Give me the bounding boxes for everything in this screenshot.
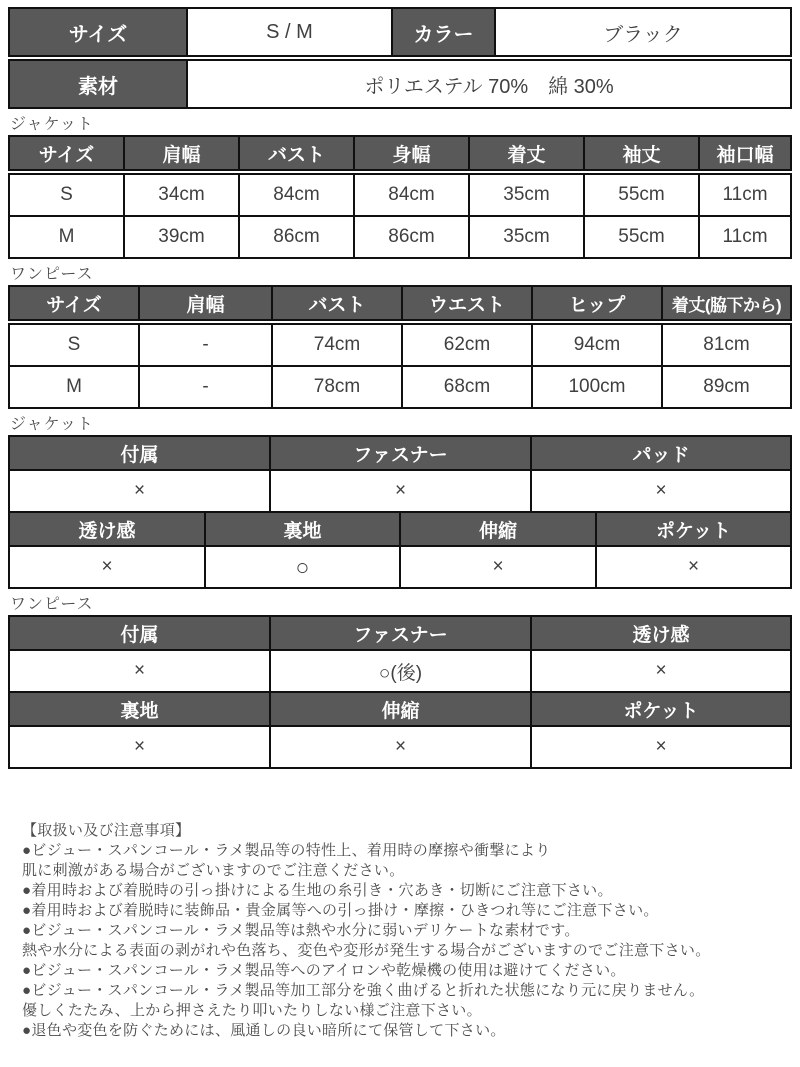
value-cell: 78cm <box>272 366 402 408</box>
care-notes <box>8 821 792 1041</box>
onepiece-spec-table-lower <box>8 691 792 769</box>
section-title-jacket-size: ジャケット <box>10 116 94 133</box>
value-cell: 100cm <box>532 366 662 408</box>
care-note-line: ●ビジュー・スパンコール・ラメ製品等へのアイロンや乾燥機の使用は避けてください。 <box>22 962 626 979</box>
value-cell: × <box>531 470 791 512</box>
table-row <box>9 366 791 408</box>
care-note-line: 熱や水分による表面の剥がれや色落ち、変色や変形が発生する場合がございますのでご注意下さい。 <box>22 942 711 959</box>
care-note-line: ●着用時および着脱時に装飾品・貴金属等への引っ掛け・摩擦・ひきつれ等にご注意下さい。 <box>22 902 659 919</box>
header-cell: サイズ <box>9 286 139 322</box>
section-title-onepiece-spec: ワンピース <box>10 596 94 613</box>
value-cell: S <box>9 172 124 216</box>
color-label: カラー <box>392 8 495 58</box>
value-cell: × <box>9 470 270 512</box>
care-note-line: ●ビジュー・スパンコール・ラメ製品等は熱や水分に弱いデリケートな素材です。 <box>22 922 580 939</box>
table-row <box>9 322 791 366</box>
value-cell: × <box>270 470 531 512</box>
value-cell: × <box>270 726 531 768</box>
header-cell: バスト <box>239 136 354 172</box>
header-cell: 肩幅 <box>124 136 239 172</box>
table-row <box>9 172 791 216</box>
onepiece-spec-table-upper <box>8 615 792 693</box>
value-cell: 55cm <box>584 216 699 258</box>
value-cell: × <box>531 726 791 768</box>
value-cell: M <box>9 216 124 258</box>
header-cell: 付属 <box>9 616 270 650</box>
value-cell: × <box>531 650 791 692</box>
jacket-spec-table-upper <box>8 435 792 513</box>
value-cell: M <box>9 366 139 408</box>
header-cell: 伸縮 <box>270 692 531 726</box>
table-row <box>9 726 791 768</box>
value-cell: × <box>596 546 791 588</box>
section-title-jacket-spec: ジャケット <box>10 416 94 433</box>
value-cell: 86cm <box>354 216 469 258</box>
header-cell: ウエスト <box>402 286 532 322</box>
header-cell: バスト <box>272 286 402 322</box>
value-cell: 35cm <box>469 172 584 216</box>
table-row <box>9 650 791 692</box>
header-cell: ファスナー <box>270 436 531 470</box>
size-value: S / M <box>187 8 392 58</box>
material-label: 素材 <box>9 58 187 108</box>
header-cell: 透け感 <box>9 512 205 546</box>
value-cell: × <box>400 546 596 588</box>
value-cell: 11cm <box>699 216 791 258</box>
care-note-line: 優しくたたみ、上から押さえたり叩いたりしない様ご注意下さい。 <box>22 1002 482 1019</box>
header-cell: 袖口幅 <box>699 136 791 172</box>
value-cell: - <box>139 322 272 366</box>
value-cell: 35cm <box>469 216 584 258</box>
header-cell: 袖丈 <box>584 136 699 172</box>
value-cell: S <box>9 322 139 366</box>
value-cell: 68cm <box>402 366 532 408</box>
value-cell: ○(後) <box>270 650 531 692</box>
header-cell: ヒップ <box>532 286 662 322</box>
value-cell: - <box>139 366 272 408</box>
header-cell: 伸縮 <box>400 512 596 546</box>
care-notes-title: 【取扱い及び注意事項】 <box>22 822 191 839</box>
header-cell: 透け感 <box>531 616 791 650</box>
care-note-line: 肌に刺激がある場合がございますのでご注意ください。 <box>22 862 405 879</box>
header-cell: サイズ <box>9 136 124 172</box>
value-cell: × <box>9 726 270 768</box>
value-cell: 55cm <box>584 172 699 216</box>
value-cell: 34cm <box>124 172 239 216</box>
header-cell: ポケット <box>531 692 791 726</box>
header-cell: 肩幅 <box>139 286 272 322</box>
value-cell: 94cm <box>532 322 662 366</box>
value-cell: 84cm <box>239 172 354 216</box>
care-note-line: ●ビジュー・スパンコール・ラメ製品等の特性上、着用時の摩擦や衝撃により <box>22 842 551 859</box>
value-cell: 81cm <box>662 322 791 366</box>
material-value: ポリエステル 70% 綿 30% <box>187 58 791 108</box>
header-cell: ファスナー <box>270 616 531 650</box>
section-title-onepiece-size: ワンピース <box>10 266 94 283</box>
header-cell: 裏地 <box>9 692 270 726</box>
jacket-size-table <box>8 135 792 259</box>
table-row <box>9 216 791 258</box>
size-label: サイズ <box>9 8 187 58</box>
table-row <box>9 470 791 512</box>
header-cell: 裏地 <box>205 512 400 546</box>
header-cell: 着丈 <box>469 136 584 172</box>
color-value: ブラック <box>495 8 791 58</box>
value-cell: 89cm <box>662 366 791 408</box>
value-cell: 74cm <box>272 322 402 366</box>
care-note-line: ●退色や変色を防ぐためには、風通しの良い暗所にて保管して下さい。 <box>22 1022 506 1039</box>
onepiece-size-table <box>8 285 792 409</box>
value-cell: × <box>9 650 270 692</box>
header-cell: ポケット <box>596 512 791 546</box>
care-note-line: ●着用時および着脱時の引っ掛けによる生地の糸引き・穴あき・切断にご注意下さい。 <box>22 882 613 899</box>
value-cell: 86cm <box>239 216 354 258</box>
value-cell: 11cm <box>699 172 791 216</box>
value-cell: × <box>9 546 205 588</box>
value-cell: 84cm <box>354 172 469 216</box>
care-note-line: ●ビジュー・スパンコール・ラメ製品等加工部分を強く曲げると折れた状態になり元に戻りません。 <box>22 982 705 999</box>
jacket-spec-table-lower <box>8 511 792 589</box>
value-cell: 39cm <box>124 216 239 258</box>
header-cell: 付属 <box>9 436 270 470</box>
header-cell: 身幅 <box>354 136 469 172</box>
table-row <box>9 546 791 588</box>
header-cell: パッド <box>531 436 791 470</box>
value-cell: ○ <box>205 546 400 588</box>
header-cell: 着丈(脇下から) <box>662 286 791 322</box>
value-cell: 62cm <box>402 322 532 366</box>
summary-table <box>8 7 792 109</box>
